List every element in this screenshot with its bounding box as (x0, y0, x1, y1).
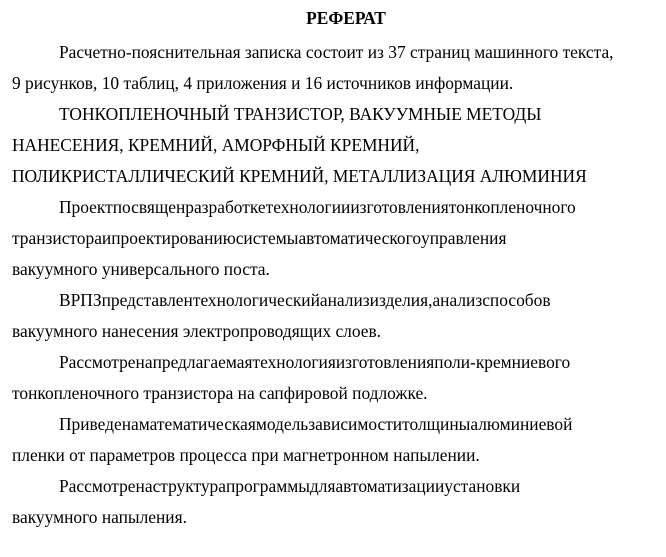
paragraph-line: пленки от параметров процесса при магнетронном напылении. (12, 445, 480, 465)
word: анализ (432, 290, 483, 310)
body-paragraph (12, 409, 656, 471)
word: поли-кремниевого (434, 352, 571, 372)
word: управления (421, 228, 507, 248)
word: посвящен (112, 197, 186, 217)
keyword: ТОНКОПЛЕНОЧНЫЙ (59, 104, 230, 124)
word: представлен (101, 290, 193, 310)
word: алюминиевой (470, 414, 573, 434)
word: технология (252, 352, 336, 372)
word: математическая (138, 414, 256, 434)
word: толщины (402, 414, 471, 434)
word: Рассмотрена (59, 476, 153, 496)
word: системы (235, 228, 299, 248)
keyword: КРЕМНИЙ, (330, 135, 420, 155)
paragraph-line: вакуумного нанесения электропроводящих слоев. (12, 321, 382, 341)
word: В (59, 290, 71, 310)
paragraph-line (12, 285, 656, 316)
word: программы (225, 476, 310, 496)
intro-line: Расчетно-пояснительная записка состоит из 37 страниц машинного текста, (59, 42, 614, 62)
word: Проект (59, 197, 113, 217)
word: предлагаемая (152, 352, 253, 372)
body-paragraph (12, 347, 656, 409)
keywords-line (12, 99, 656, 130)
word: Рассмотрена (59, 352, 153, 372)
word: изготовления (335, 352, 435, 372)
paragraph-line (12, 409, 656, 440)
word: автоматизации (335, 476, 445, 496)
word: изготовления (350, 197, 449, 217)
word: модель (255, 414, 309, 434)
paragraph-line (12, 192, 656, 223)
keyword: КРЕМНИЙ, (127, 135, 218, 155)
word: технологический (192, 290, 320, 310)
intro-paragraph (12, 37, 656, 99)
paragraph-line: вакуумного универсального поста. (12, 259, 270, 279)
paragraph-line (12, 347, 656, 378)
word: анализ (319, 290, 370, 310)
paragraph-line (12, 471, 656, 502)
keywords-block (12, 99, 656, 192)
word: и (101, 228, 112, 248)
keyword: АМОРФНЫЙ (221, 135, 326, 155)
body-paragraph (12, 192, 656, 285)
keywords-line: ПОЛИКРИСТАЛЛИЧЕСКИЙ КРЕМНИЙ, МЕТАЛЛИЗАЦИЯ АЛЮМИНИЯ (12, 166, 587, 186)
word: способов (482, 290, 551, 310)
keyword: ТРАНЗИСТОР, (233, 104, 345, 124)
keyword: НАНЕСЕНИЯ, (12, 135, 124, 155)
body-paragraph (12, 471, 656, 533)
paragraph-line: вакуумного напыления. (12, 507, 187, 527)
word: тонкопленочного (448, 197, 576, 217)
word: РПЗ (70, 290, 102, 310)
word: транзистора (12, 228, 102, 248)
body-paragraph (12, 285, 656, 347)
keyword: МЕТОДЫ (466, 104, 542, 124)
keywords-line (12, 130, 656, 161)
word: установки (444, 476, 521, 496)
word: изделия, (369, 290, 433, 310)
intro-line: 9 рисунков, 10 таблиц, 4 приложения и 16 источников информации. (12, 73, 514, 93)
paragraph-line (12, 223, 656, 254)
word: автоматического (298, 228, 422, 248)
word: структура (152, 476, 226, 496)
document-title: РЕФЕРАТ (306, 8, 386, 28)
word: Приведена (59, 414, 139, 434)
word: для (309, 476, 336, 496)
paragraph-line: тонкопленочного транзистора на сапфировой подложке. (12, 383, 428, 403)
word: зависимости (308, 414, 403, 434)
body-paragraphs (12, 192, 656, 533)
keyword: ВАКУУМНЫЕ (349, 104, 462, 124)
word: проектированию (111, 228, 236, 248)
word: технологии (265, 197, 351, 217)
word: разработке (185, 197, 266, 217)
